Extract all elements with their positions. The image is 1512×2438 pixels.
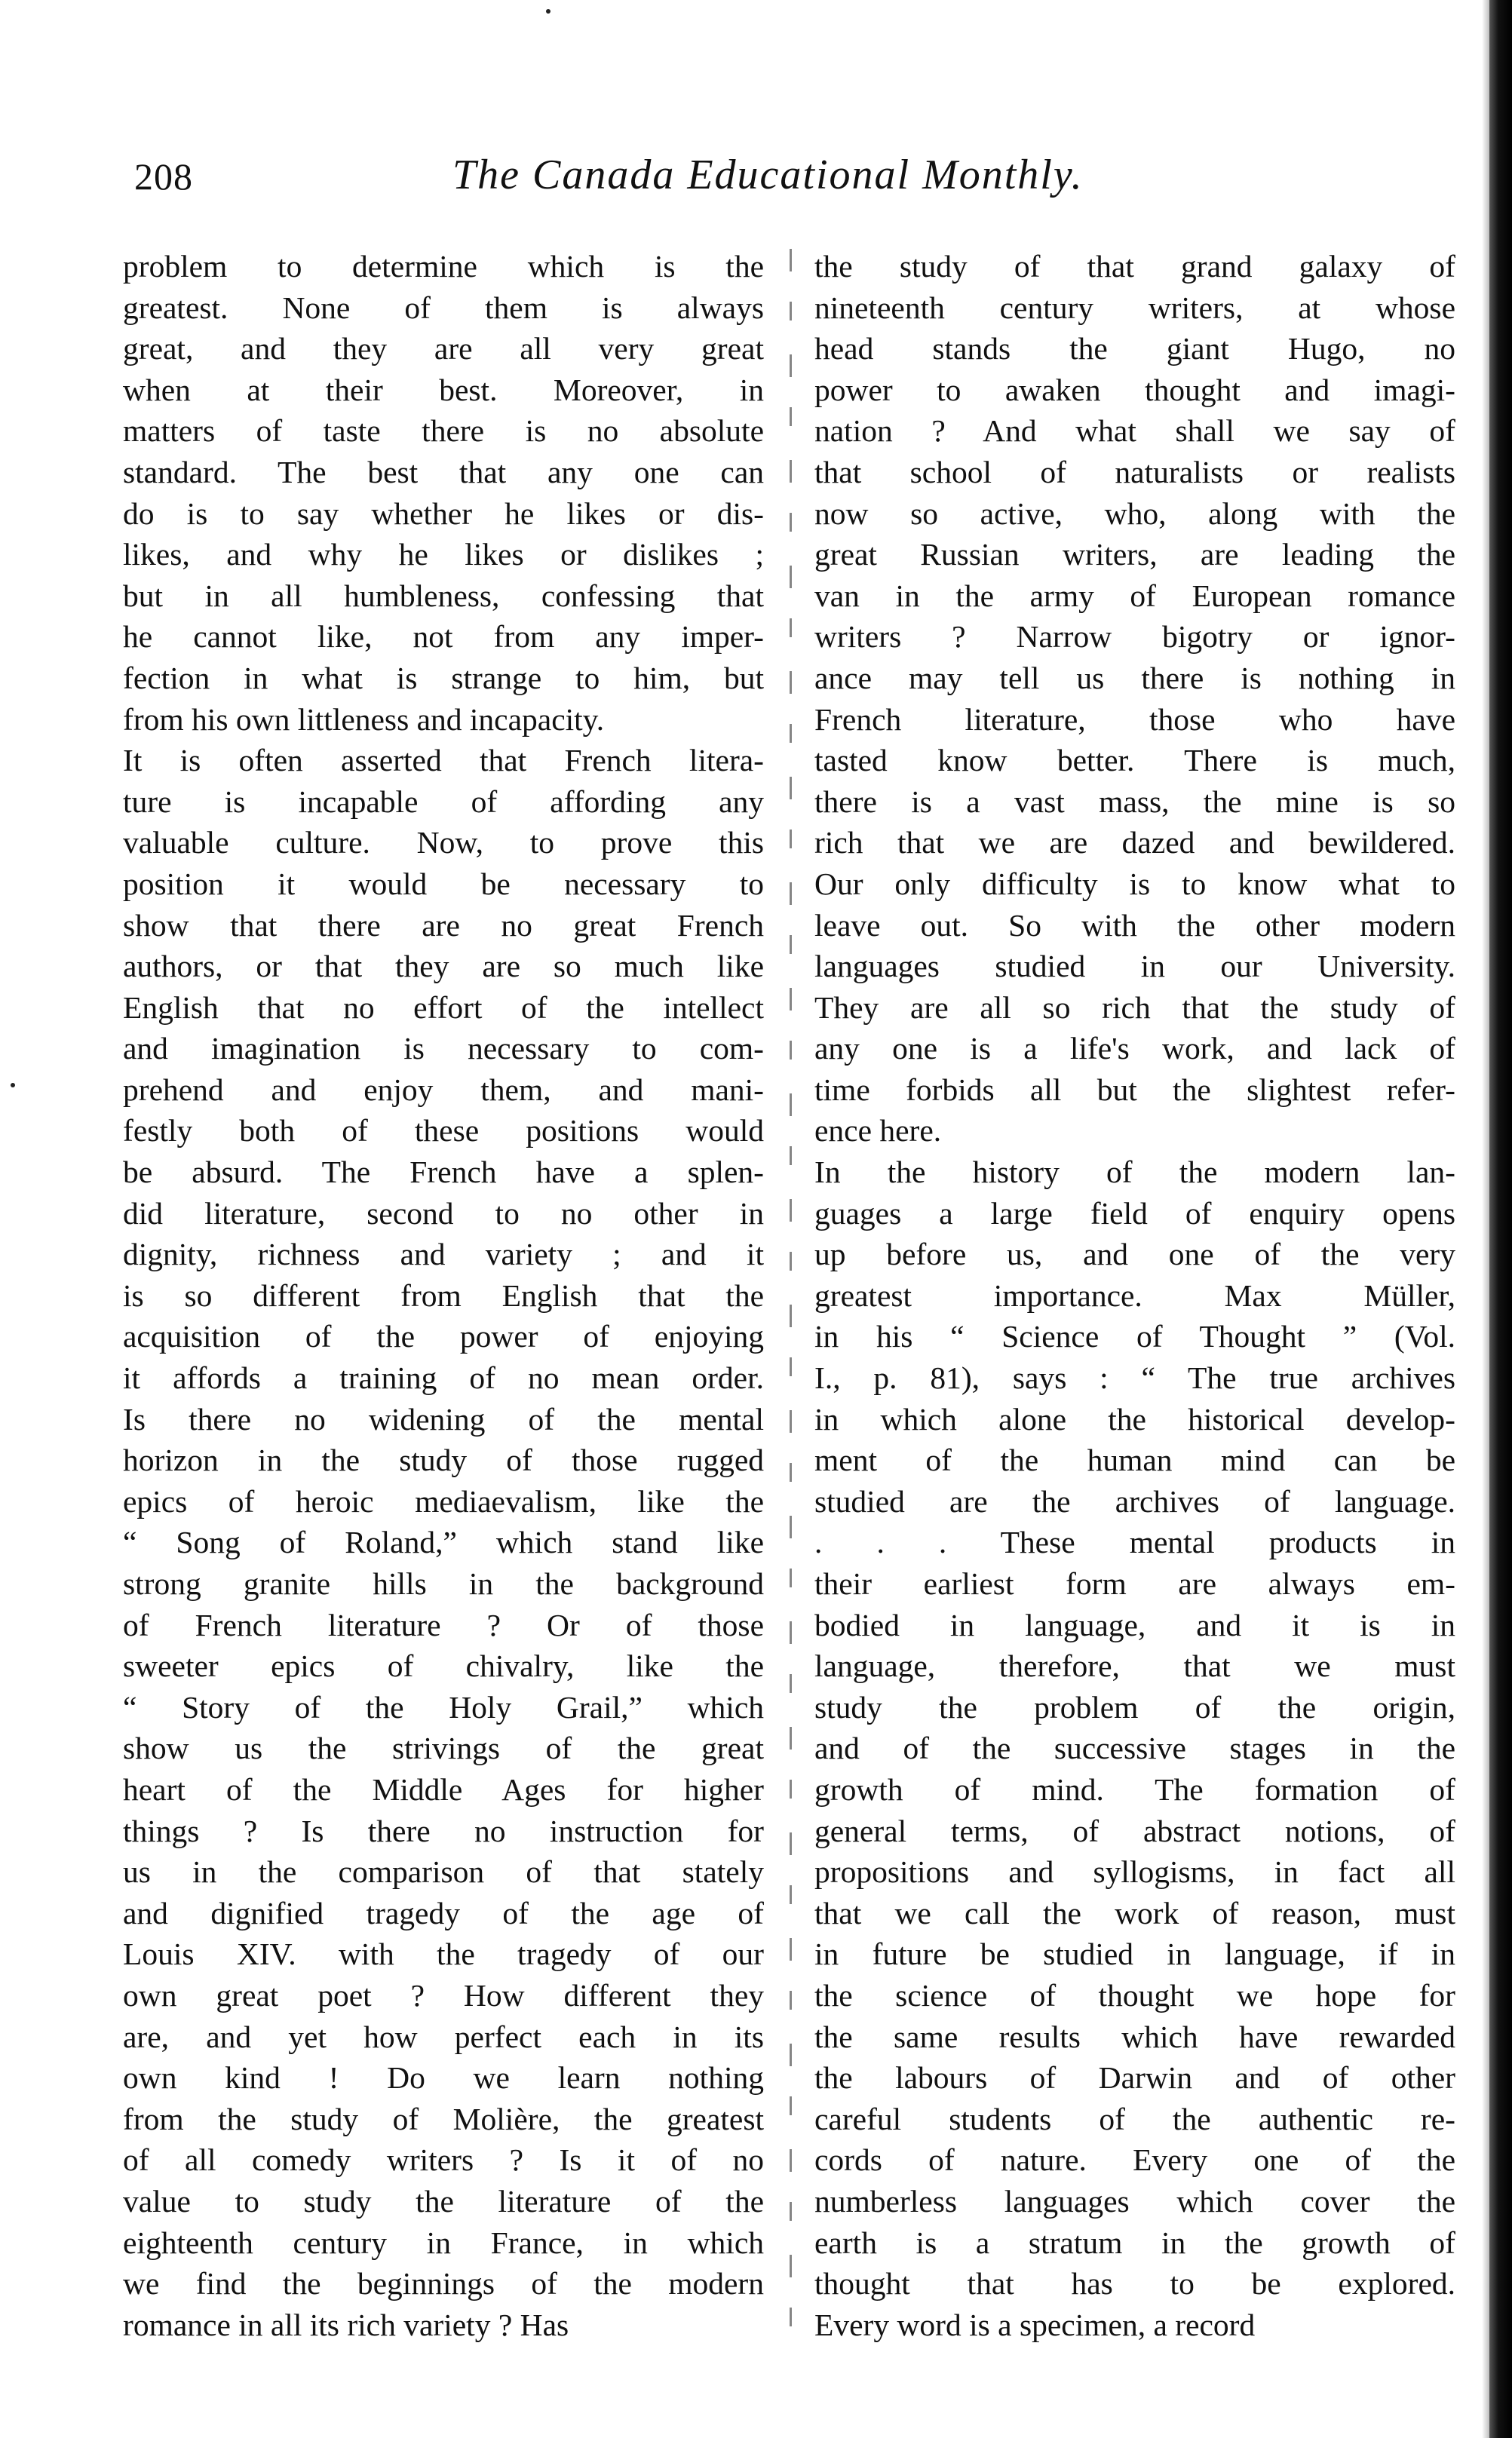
text-line: up before us, and one of the very	[814, 1237, 1455, 1272]
running-title: The Canada Educational Monthly.	[452, 152, 1084, 198]
text-line: “ Song of Roland,” which stand like	[123, 1525, 764, 1560]
text-line: do is to say whether he likes or dis-	[123, 495, 764, 531]
text-line: likes, and why he likes or dislikes ;	[123, 537, 764, 572]
text-line: I., p. 81), says : “ The true archives	[814, 1360, 1455, 1396]
text-line: ment of the human mind can be	[814, 1443, 1455, 1478]
text-line: valuable culture. Now, to prove this	[123, 825, 764, 860]
text-line: study the problem of the origin,	[814, 1689, 1455, 1725]
text-line: prehend and enjoy them, and mani-	[123, 1072, 764, 1107]
text-line: nineteenth century writers, at whose	[814, 290, 1455, 325]
text-line: numberless languages which cover the	[814, 2183, 1455, 2219]
text-line: own kind ! Do we learn nothing	[123, 2060, 764, 2096]
text-line: sweeter epics of chivalry, like the	[123, 1648, 764, 1684]
text-line: thought that has to be explored.	[814, 2266, 1455, 2302]
text-line: van in the army of European romance	[814, 578, 1455, 613]
text-line: propositions and syllogisms, in fact all	[814, 1854, 1455, 1890]
text-line: any one is a life's work, and lack of	[814, 1031, 1455, 1066]
text-line: horizon in the study of those rugged	[123, 1443, 764, 1478]
text-line: there is a vast mass, the mine is so	[814, 784, 1455, 819]
text-line: did literature, second to no other in	[123, 1195, 764, 1231]
text-line: now so active, who, along with the	[814, 495, 1455, 531]
right-column	[814, 246, 1455, 2345]
text-line: is so different from English that the	[123, 1277, 764, 1313]
text-line: from his own littleness and incapacity.	[123, 701, 605, 737]
text-line: great Russian writers, are leading the	[814, 537, 1455, 572]
text-line: show that there are no great French	[123, 907, 764, 943]
text-line: in which alone the historical develop-	[814, 1401, 1455, 1437]
text-line: It is often asserted that French litera-	[123, 743, 764, 778]
text-line: nation ? And what shall we say of	[814, 413, 1455, 449]
column-rule	[790, 249, 792, 2338]
text-line: that we call the work of reason, must	[814, 1895, 1455, 1930]
text-line: own great poet ? How different they	[123, 1977, 764, 2013]
text-line: In the history of the modern lan-	[814, 1155, 1455, 1190]
ink-speck	[11, 1083, 15, 1087]
text-line: the same results which have rewarded	[814, 2019, 1455, 2054]
text-line: writers ? Narrow bigotry or ignor-	[814, 619, 1455, 655]
text-line: he cannot like, not from any imper-	[123, 619, 764, 655]
text-line: standard. The best that any one can	[123, 454, 764, 489]
text-line: we find the beginnings of the modern	[123, 2266, 764, 2302]
text-line: it affords a training of no mean order.	[123, 1360, 764, 1396]
text-line: greatest. None of them is always	[123, 290, 764, 325]
text-line: power to awaken thought and imagi-	[814, 372, 1455, 407]
text-line: great, and they are all very great	[123, 331, 764, 366]
text-line: studied are the archives of language.	[814, 1483, 1455, 1519]
text-line: tasted know better. There is much,	[814, 743, 1455, 778]
text-line: epics of heroic mediaevalism, like the	[123, 1483, 764, 1519]
text-line: French literature, those who have	[814, 701, 1455, 737]
page-number: 208	[134, 155, 193, 198]
text-line: matters of taste there is no absolute	[123, 413, 764, 449]
text-line: greatest importance. Max Müller,	[814, 1277, 1455, 1313]
text-line: eighteenth century in France, in which	[123, 2225, 764, 2260]
text-line: the study of that grand galaxy of	[814, 249, 1455, 284]
text-line: . . . These mental products in	[814, 1525, 1455, 1560]
text-line: romance in all its rich variety ? Has	[123, 2307, 569, 2342]
text-line: dignity, richness and variety ; and it	[123, 1237, 764, 1272]
text-line: leave out. So with the other modern	[814, 907, 1455, 943]
text-line: their earliest form are always em-	[814, 1566, 1455, 1601]
text-line: bodied in language, and it is in	[814, 1607, 1455, 1642]
text-line: that school of naturalists or realists	[814, 454, 1455, 489]
text-line: ence here.	[814, 1113, 942, 1148]
text-line: acquisition of the power of enjoying	[123, 1319, 764, 1354]
text-line: and imagination is necessary to com-	[123, 1031, 764, 1066]
text-line: They are all so rich that the study of	[814, 989, 1455, 1025]
text-line: earth is a stratum in the growth of	[814, 2225, 1455, 2260]
text-line: and of the successive stages in the	[814, 1731, 1455, 1766]
text-line: language, therefore, that we must	[814, 1648, 1455, 1684]
text-line: English that no effort of the intellect	[123, 989, 764, 1025]
text-line: languages studied in our University.	[814, 949, 1455, 984]
text-line: “ Story of the Holy Grail,” which	[123, 1689, 764, 1725]
text-line: and dignified tragedy of the age of	[123, 1895, 764, 1930]
text-line: growth of mind. The formation of	[814, 1771, 1455, 1807]
text-line: of French literature ? Or of those	[123, 1607, 764, 1642]
text-line: be absurd. The French have a splen-	[123, 1155, 764, 1190]
text-line: Our only difficulty is to know what to	[814, 866, 1455, 901]
text-line: strong granite hills in the background	[123, 1566, 764, 1601]
text-line: when at their best. Moreover, in	[123, 372, 764, 407]
text-line: in his “ Science of Thought ” (Vol.	[814, 1319, 1455, 1354]
text-line: heart of the Middle Ages for higher	[123, 1771, 764, 1807]
ink-speck	[546, 9, 551, 14]
text-line: things ? Is there no instruction for	[123, 1813, 764, 1848]
text-line: the labours of Darwin and of other	[814, 2060, 1455, 2096]
text-line: rich that we are dazed and bewildered.	[814, 825, 1455, 860]
text-line: are, and yet how perfect each in its	[123, 2019, 764, 2054]
text-line: authors, or that they are so much like	[123, 949, 764, 984]
binding-edge	[1489, 0, 1512, 2438]
text-line: the science of thought we hope for	[814, 1977, 1455, 2013]
binding-shadow	[1482, 0, 1489, 2438]
text-line: Is there no widening of the mental	[123, 1401, 764, 1437]
text-line: show us the strivings of the great	[123, 1731, 764, 1766]
text-line: head stands the giant Hugo, no	[814, 331, 1455, 366]
text-line: us in the comparison of that stately	[123, 1854, 764, 1890]
text-line: in future be studied in language, if in	[814, 1937, 1455, 1972]
text-line: general terms, of abstract notions, of	[814, 1813, 1455, 1848]
text-line: but in all humbleness, confessing that	[123, 578, 764, 613]
text-line: value to study the literature of the	[123, 2183, 764, 2219]
text-line: ture is incapable of affording any	[123, 784, 764, 819]
text-line: from the study of Molière, the greatest	[123, 2101, 764, 2136]
text-line: time forbids all but the slightest refer-	[814, 1072, 1455, 1107]
text-line: careful students of the authentic re-	[814, 2101, 1455, 2136]
text-line: of all comedy writers ? Is it of no	[123, 2142, 764, 2178]
text-line: cords of nature. Every one of the	[814, 2142, 1455, 2178]
text-line: festly both of these positions would	[123, 1113, 764, 1148]
text-line: fection in what is strange to him, but	[123, 660, 764, 695]
left-column	[123, 246, 764, 2345]
text-line: Louis XIV. with the tragedy of our	[123, 1937, 764, 1972]
text-line: problem to determine which is the	[123, 249, 764, 284]
text-line: ance may tell us there is nothing in	[814, 660, 1455, 695]
text-line: position it would be necessary to	[123, 866, 764, 901]
text-line: Every word is a specimen, a record	[814, 2307, 1256, 2342]
text-line: guages a large field of enquiry opens	[814, 1195, 1455, 1231]
